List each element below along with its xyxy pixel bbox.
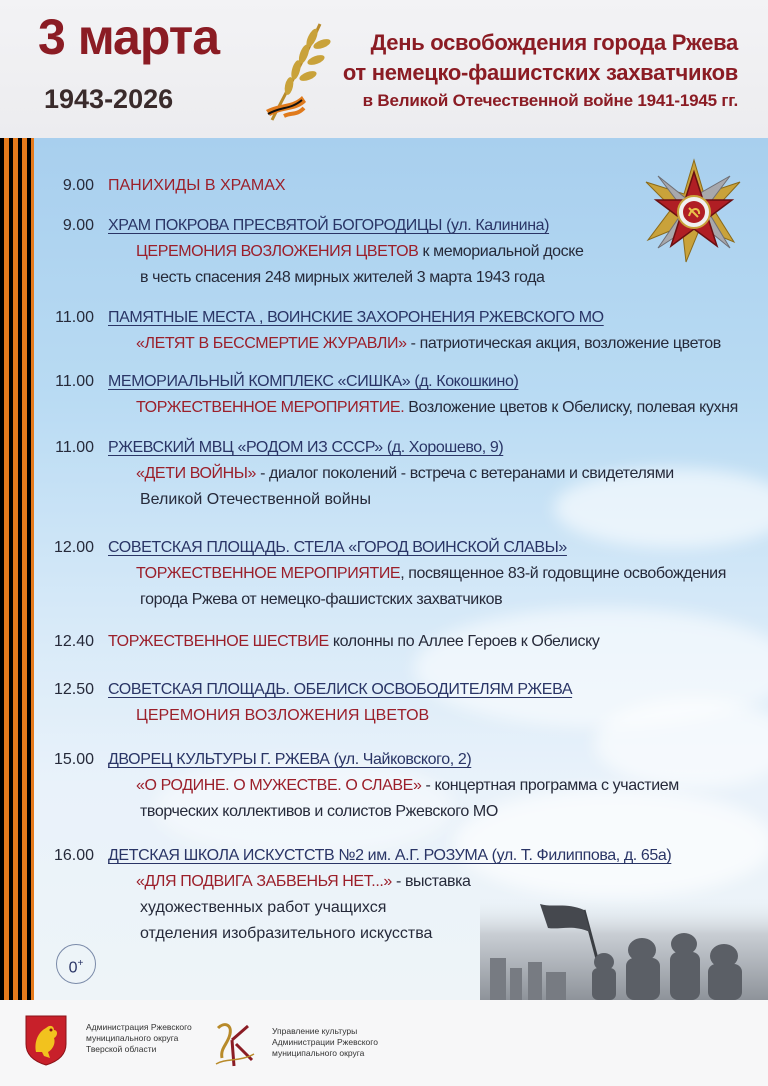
event-name: «ДЕТИ ВОЙНЫ»: [136, 465, 257, 482]
event-description: в честь спасения 248 мирных жителей 3 марта 1943 года: [140, 269, 545, 286]
entry-time: 11.00: [55, 373, 94, 390]
event-name: «О РОДИНЕ. О МУЖЕСТВЕ. О СЛАВЕ»: [136, 777, 422, 794]
event-title: [318, 28, 738, 114]
entry-time: 11.00: [55, 439, 94, 456]
entry-heading: [108, 176, 286, 196]
venue-name: СОВЕТСКАЯ ПЛОЩАДЬ. ОБЕЛИСК ОСВОБОДИТЕЛЯМ РЖЕВА: [108, 681, 573, 698]
event-description: - выставка: [391, 873, 471, 890]
venue-name: СОВЕТСКАЯ ПЛОЩАДЬ. СТЕЛА «ГОРОД ВОИНСКОЙ СЛАВЫ»: [108, 539, 567, 556]
event-description: - концертная программа с участием: [421, 777, 679, 794]
entry-heading: [108, 632, 599, 652]
event-description: города Ржева от немецко-фашистских захватчиков: [140, 591, 503, 608]
event-name: «ЛЕТЯТ В БЕССМЕРТИЕ ЖУРАВЛИ»: [136, 335, 407, 352]
entry-detail-line: [136, 242, 584, 262]
event-description: художественных работ учащихся: [140, 899, 387, 916]
event-description: - диалог поколений - встреча с ветеранами и свидетелями: [256, 465, 674, 482]
entry-time: 9.00: [62, 177, 94, 194]
entry-time: 15.00: [53, 751, 94, 768]
entry-detail-line: [136, 464, 674, 484]
event-name: ТОРЖЕСТВЕННОЕ МЕРОПРИЯТИЕ: [136, 565, 401, 582]
culture-department-logo-icon: [210, 1018, 260, 1072]
event-description: , посвященное 83-й годовщине освобождения: [400, 565, 726, 582]
venue-name: РЖЕВСКИЙ МВЦ «РОДОМ ИЗ СССР» (д. Хорошево, 9): [108, 439, 504, 456]
soldiers-with-flag-image: [480, 858, 768, 1000]
event-name: ЦЕРЕМОНИЯ ВОЗЛОЖЕНИЯ ЦВЕТОВ: [136, 243, 419, 260]
venue-name: МЕМОРИАЛЬНЫЙ КОМПЛЕКС «СИШКА» (д. Кокошкино): [108, 373, 519, 390]
schedule-panel: [34, 138, 768, 1000]
entry-time: 9.00: [62, 217, 94, 234]
entry-time: 12.00: [53, 539, 94, 556]
entry-heading: [108, 750, 471, 770]
entry-detail-line: [140, 924, 432, 944]
event-name: ЦЕРЕМОНИЯ ВОЗЛОЖЕНИЯ ЦВЕТОВ: [136, 707, 430, 724]
venue-name: ДЕТСКАЯ ШКОЛА ИСКУСТСТВ №2 им. А.Г. РОЗУМА (ул. Т. Филиппова, д. 65а): [108, 847, 672, 864]
entry-detail-line: [140, 802, 498, 822]
entry-heading: [108, 372, 518, 392]
administration-label: Администрация Ржевского муниципального округа Тверской области: [86, 1022, 192, 1054]
title-line-2: от немецко-фашистских захватчиков: [342, 60, 738, 85]
event-date: 3 марта: [38, 9, 220, 65]
event-name: ПАНИХИДЫ В ХРАМАХ: [108, 177, 286, 194]
entry-detail-line: [136, 398, 738, 418]
entry-heading: [108, 680, 572, 700]
event-description: - патриотическая акция, возложение цветов: [406, 335, 721, 352]
patriotic-war-order-icon: [640, 158, 748, 266]
entry-time: 16.00: [53, 847, 94, 864]
venue-name: ПАМЯТНЫЕ МЕСТА , ВОИНСКИЕ ЗАХОРОНЕНИЯ РЖЕВСКОГО МО: [108, 309, 604, 326]
entry-heading: [108, 538, 567, 558]
title-line-1: День освобождения города Ржева: [370, 30, 738, 55]
entry-detail-line: [136, 776, 679, 796]
entry-detail-line: [136, 706, 429, 726]
st-george-ribbon: [0, 138, 34, 1000]
entry-detail-line: [140, 590, 502, 610]
entry-detail-line: [140, 268, 545, 288]
entry-heading: [108, 438, 503, 458]
event-description: Возложение цветов к Обелиску, полевая кухня: [404, 399, 738, 416]
entry-time: 11.00: [55, 309, 94, 326]
event-name: «ДЛЯ ПОДВИГА ЗАБВЕНЬЯ НЕТ...»: [136, 873, 392, 890]
rzhev-coat-of-arms-icon: [24, 1014, 68, 1066]
entry-heading: [108, 216, 549, 236]
event-description: творческих коллективов и солистов Ржевского МО: [140, 803, 498, 820]
event-name: ТОРЖЕСТВЕННОЕ ШЕСТВИЕ: [108, 633, 329, 650]
event-description: колонны по Аллее Героев к Обелиску: [328, 633, 600, 650]
event-name: ТОРЖЕСТВЕННОЕ МЕРОПРИЯТИЕ.: [136, 399, 405, 416]
venue-name: ДВОРЕЦ КУЛЬТУРЫ Г. РЖЕВА (ул. Чайковского, 2): [108, 751, 472, 768]
venue-name: ХРАМ ПОКРОВА ПРЕСВЯТОЙ БОГОРОДИЦЫ (ул. Калинина): [108, 217, 550, 234]
entry-detail-line: [136, 872, 471, 892]
entry-time: 12.40: [53, 633, 94, 650]
footer: [0, 1000, 768, 1086]
entry-heading: [108, 308, 604, 328]
entry-detail-line: [140, 490, 371, 510]
entry-detail-line: [136, 334, 721, 354]
culture-department-label: Управление культуры Администрации Ржевского муниципального округа: [272, 1026, 378, 1058]
event-years: 1943-2026: [44, 84, 174, 114]
age-rating-value: 0: [68, 959, 78, 977]
event-description: отделения изобразительного искусства: [140, 925, 433, 942]
header: [0, 0, 768, 138]
title-line-3: в Великой Отечественной войне 1941-1945 гг.: [362, 91, 738, 110]
event-description: к мемориальной доске: [418, 243, 584, 260]
entry-detail-line: [136, 564, 726, 584]
age-rating-badge: [56, 944, 96, 984]
age-rating-plus: +: [77, 958, 84, 969]
entry-time: 12.50: [53, 681, 94, 698]
event-description: Великой Отечественной войны: [140, 491, 371, 508]
entry-detail-line: [140, 898, 386, 918]
